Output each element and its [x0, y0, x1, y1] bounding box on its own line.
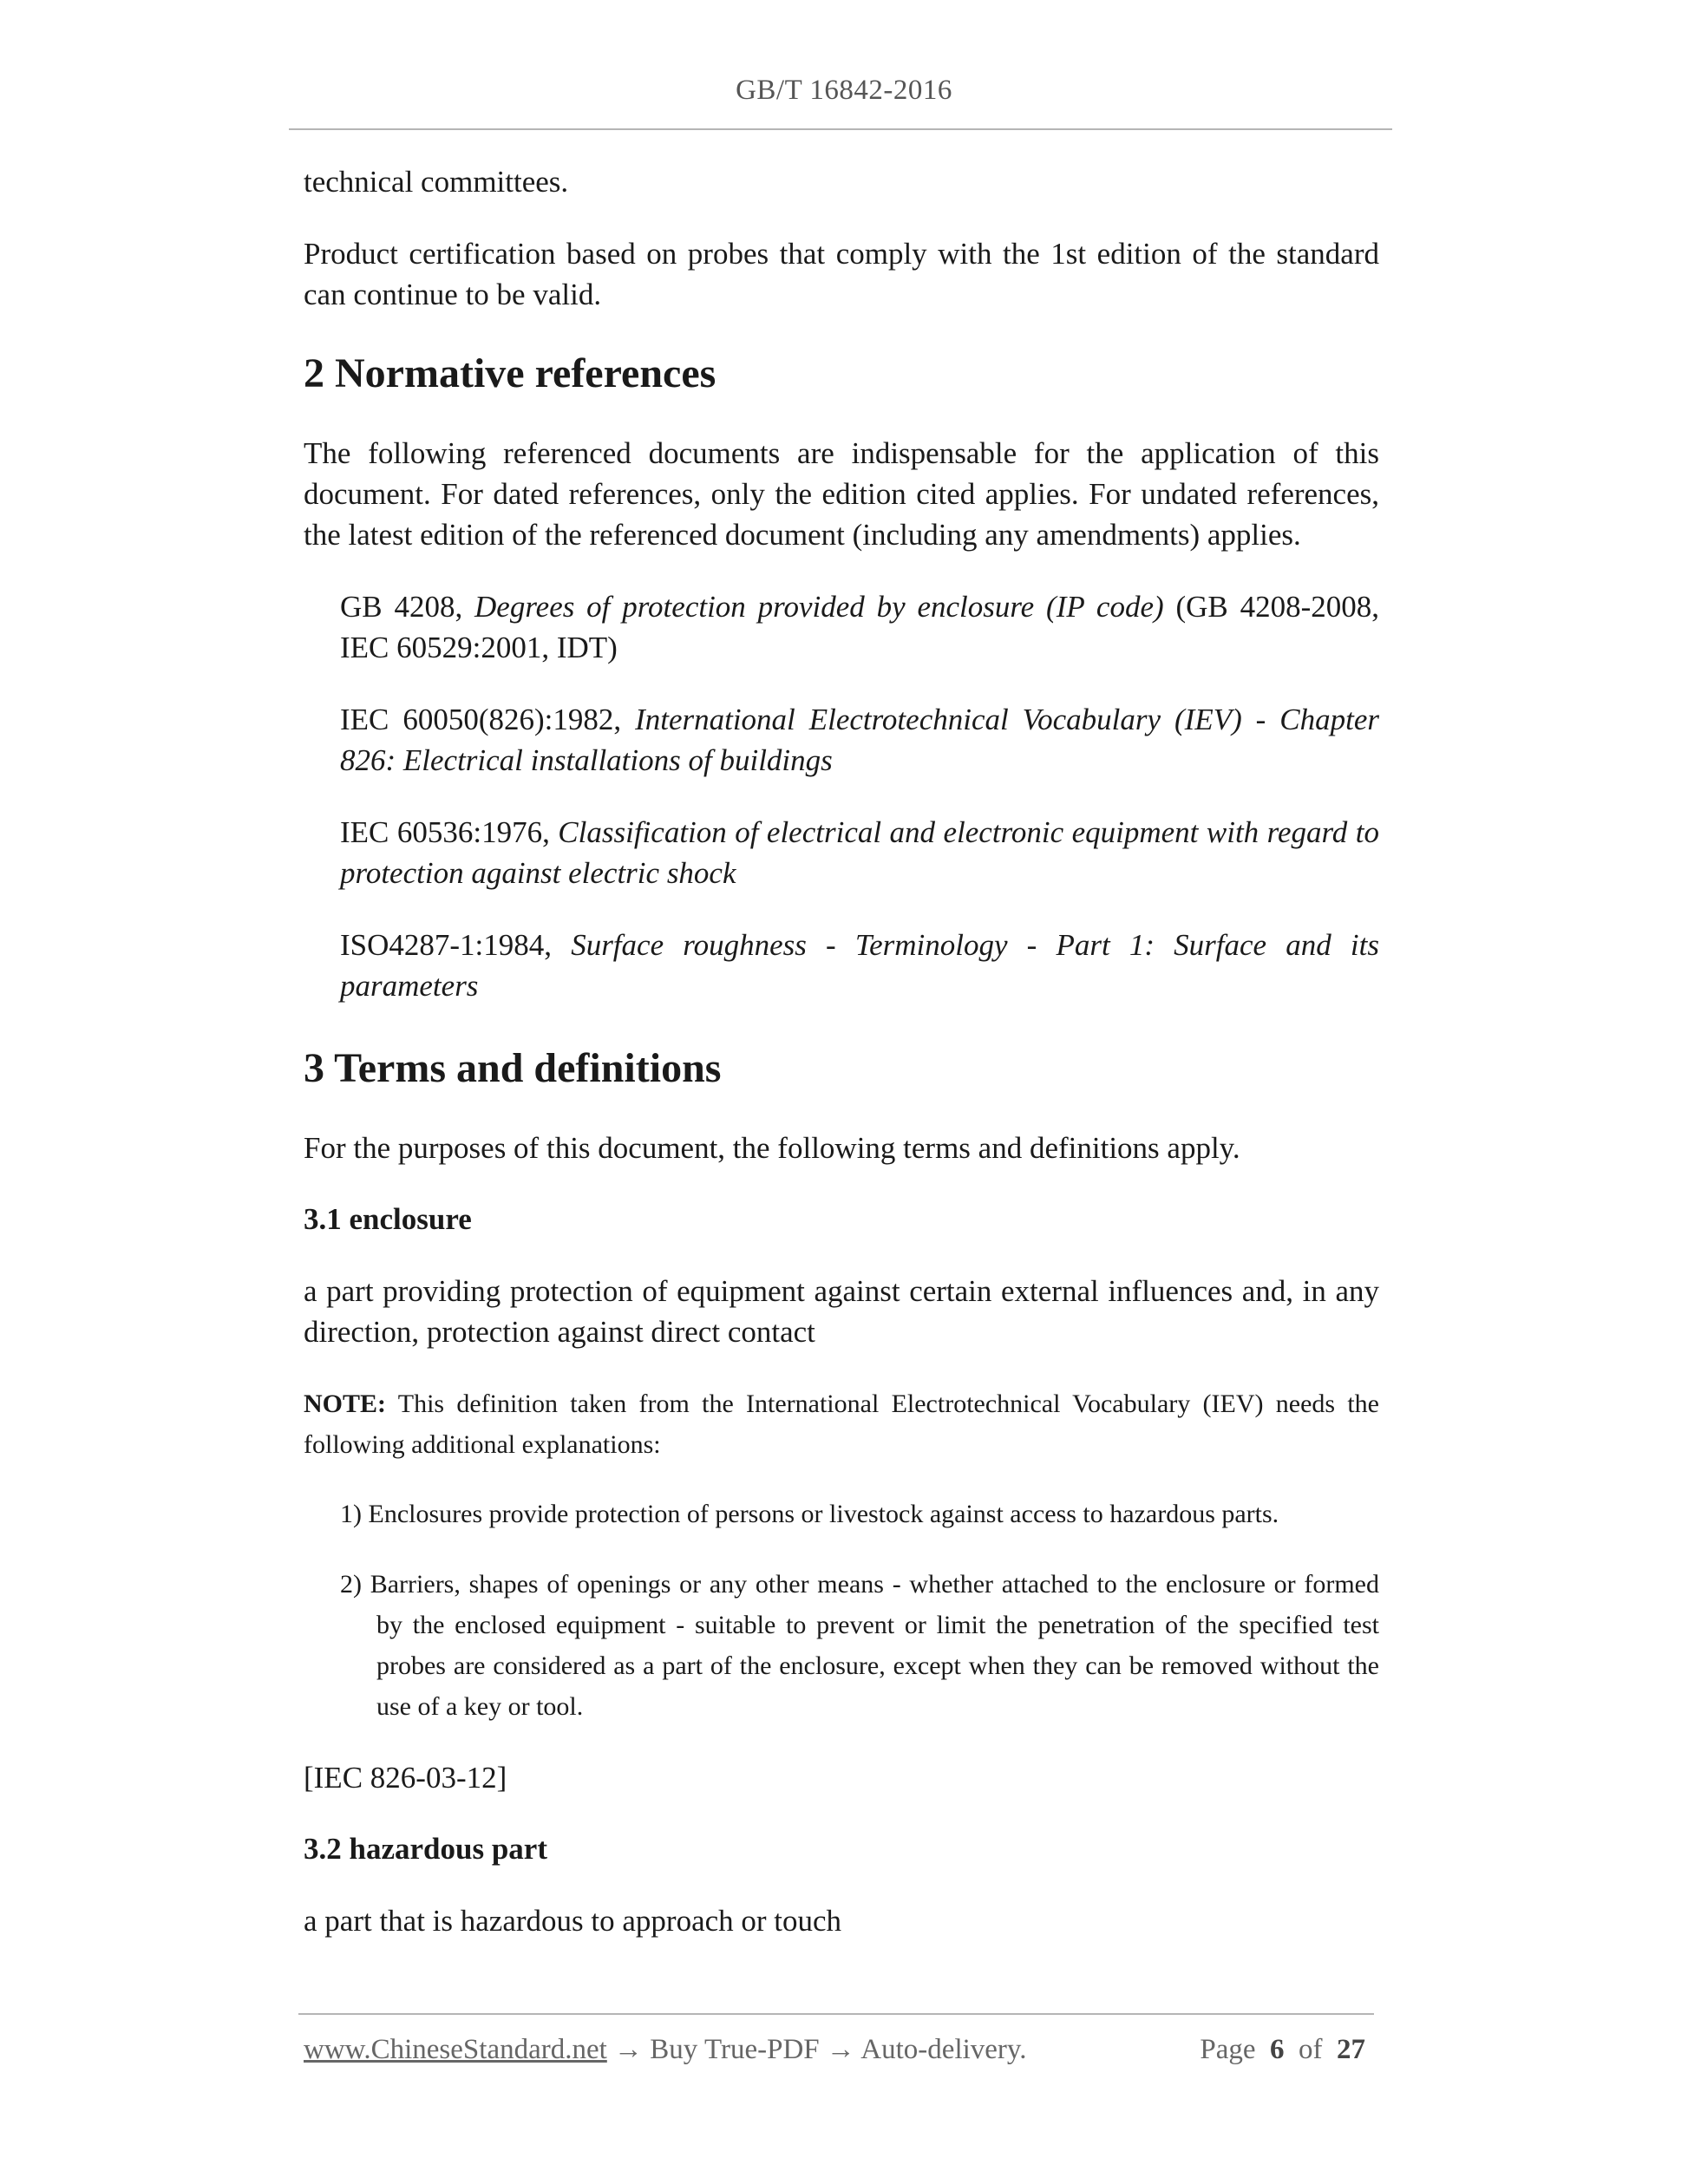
section-3-heading: 3 Terms and definitions [304, 1045, 722, 1091]
reference-code: GB 4208, [340, 590, 475, 624]
document-body [304, 161, 1379, 1941]
reference-title: Degrees of protection provided by enclosure (IP code) [474, 590, 1164, 624]
reference-item [340, 812, 1379, 893]
term-3-2-heading: 3.2 hazardous part [304, 1832, 547, 1866]
reference-item [340, 925, 1379, 1006]
reference-item [340, 699, 1379, 781]
note-label: NOTE: [304, 1390, 387, 1418]
note-text: This definition taken from the International Electrotechnical Vocabulary (IEV) needs the following additional explanations: [304, 1390, 1379, 1459]
page-header-title: GB/T 16842-2016 [736, 75, 952, 106]
certification-paragraph: Product certification based on probes that comply with the 1st edition of the standard can continue to be valid. [304, 237, 1379, 311]
reference-title: Classification of electrical and electronic equipment with regard to protection against electric shock [340, 815, 1380, 890]
page-indicator [1200, 2034, 1365, 2066]
reference-code: ISO4287-1:1984, [340, 928, 572, 962]
section-3-intro: For the purposes of this document, the following terms and definitions apply. [304, 1131, 1240, 1165]
term-3-1-definition: a part providing protection of equipment against certain external influences and, in any direction, protection against direct contact [304, 1274, 1379, 1349]
reference-code: IEC 60050(826):1982, [340, 703, 636, 736]
reference-title: Surface roughness - Terminology - Part 1: Surface and its parameters [340, 928, 1379, 1003]
page-total: 27 [1337, 2034, 1365, 2065]
reference-item [340, 586, 1379, 668]
term-3-1-source: [IEC 826-03-12] [304, 1761, 507, 1795]
section-2-heading: 2 Normative references [304, 350, 716, 396]
reference-tail: (GB 4208-2008, IEC 60529:2001, IDT) [340, 590, 1379, 664]
note-block [304, 1383, 1379, 1465]
footer-divider [298, 2013, 1374, 2015]
footer-promo [304, 2034, 1027, 2066]
page-current: 6 [1270, 2034, 1285, 2065]
term-3-1-heading: 3.1 enclosure [304, 1202, 472, 1236]
footer-promo-text: → Buy True-PDF → Auto-delivery. [606, 2034, 1027, 2065]
reference-code: IEC 60536:1976, [340, 815, 559, 849]
page-label: Page [1200, 2034, 1256, 2065]
term-3-2-definition: a part that is hazardous to approach or touch [304, 1904, 842, 1938]
continued-paragraph: technical committees. [304, 165, 569, 199]
website-link[interactable]: www.ChineseStandard.net [304, 2034, 607, 2065]
reference-title: International Electrotechnical Vocabulary (IEV) - Chapter 826: Electrical installations of buildings [340, 703, 1379, 777]
note-list-item: 2) Barriers, shapes of openings or any other means - whether attached to the enclosure or formed by the enclosed equipment - suitable to prevent or limit the penetration of the specified test probes are considered as a part of the enclosure, except when they can be removed without the use of a key or tool. [340, 1570, 1379, 1721]
header-divider [289, 128, 1392, 130]
section-2-intro: The following referenced documents are indispensable for the application of this document. For dated references, only the edition cited applies. For undated references, the latest edition of the referenced document (including any amendments) applies. [304, 436, 1379, 552]
page-of-label: of [1299, 2034, 1323, 2065]
note-list-item: 1) Enclosures provide protection of persons or livestock against access to hazardous parts. [340, 1500, 1279, 1528]
